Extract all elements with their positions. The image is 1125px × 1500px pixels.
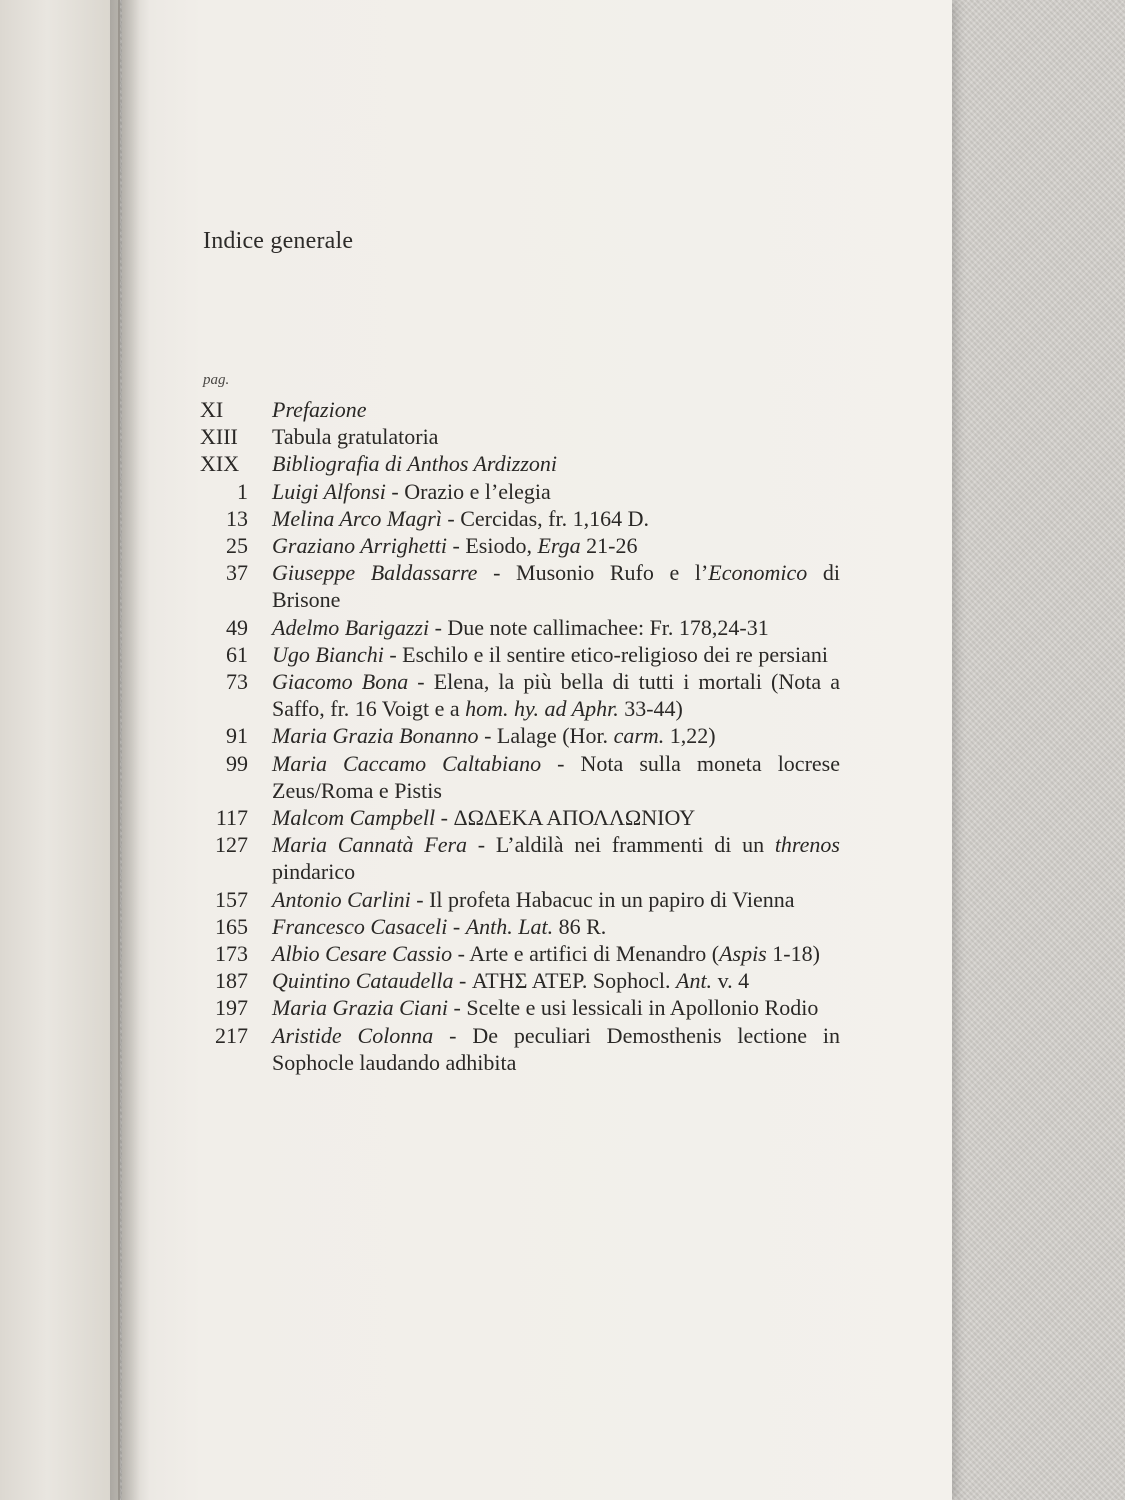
toc-title-italic: threnos xyxy=(774,832,840,858)
toc-entry-text xyxy=(272,967,840,994)
toc-title: ΔΩΔΕΚΑ ΑΠΟΛΛΩΝΙΟΥ xyxy=(453,805,696,831)
toc-separator: - xyxy=(453,968,472,994)
toc-title: Due note callimachee: Fr. 178,24-31 xyxy=(447,614,769,640)
toc-title-italic: Economico xyxy=(708,560,808,586)
toc-entry xyxy=(200,450,840,477)
toc-author: Albio Cesare Cassio xyxy=(272,941,453,967)
toc-entry xyxy=(200,940,840,967)
toc-author: Ugo Bianchi xyxy=(272,641,384,667)
toc-author: Aristide Colonna xyxy=(272,1022,434,1048)
toc-entry xyxy=(200,478,840,505)
toc-entry xyxy=(200,505,840,532)
toc-page-number: 25 xyxy=(226,533,248,559)
toc-entry xyxy=(200,423,840,450)
toc-title: Orazio e l’elegia xyxy=(404,478,551,504)
toc-page-number: 127 xyxy=(215,832,248,858)
toc-entry-text xyxy=(272,396,840,423)
toc-title-rest: 1,22) xyxy=(664,723,716,749)
toc-entry xyxy=(200,532,840,559)
toc-entry-text xyxy=(272,994,840,1021)
toc-title-italic: Aspis xyxy=(719,941,767,967)
toc-title-rest: 33-44) xyxy=(618,696,683,722)
toc-entry-text xyxy=(272,532,840,559)
toc-page-number: 73 xyxy=(226,669,248,695)
toc-title: Elena, la più bella di tutti i mortali (Nota a Saffo, fr. 16 Voigt e a xyxy=(272,669,841,722)
toc-separator: - xyxy=(441,505,461,531)
toc-title: Il profeta Habacuc in un papiro di Vienna xyxy=(429,886,795,912)
toc-title-rest: 21-26 xyxy=(580,533,638,559)
toc-page-number: XIII xyxy=(200,424,238,450)
toc-title: Tabula gratulatoria xyxy=(272,424,439,450)
toc-entry-text xyxy=(272,886,840,913)
toc-entry-text xyxy=(272,641,840,668)
page-title: Indice generale xyxy=(203,228,354,254)
toc-separator: - xyxy=(408,669,434,695)
toc-title: Arte e artifici di Menandro ( xyxy=(469,941,720,967)
toc-author: Malcom Campbell xyxy=(272,805,436,831)
toc-title-italic: Ant. xyxy=(676,968,713,994)
toc-title: Lalage (Hor. xyxy=(496,723,614,749)
toc-title: De peculiari Demosthenis lectione in Sophocle laudando adhibita xyxy=(272,1022,841,1075)
toc-entry-text xyxy=(272,750,840,804)
toc-separator: - xyxy=(448,995,467,1021)
toc-page-number: XIX xyxy=(200,451,240,477)
toc-title: Scelte e usi lessicali in Apollonio Rodio xyxy=(466,995,819,1021)
toc-author: Melina Arco Magrì xyxy=(272,505,442,531)
table-of-contents xyxy=(200,396,840,1076)
toc-page-number: 61 xyxy=(226,641,248,667)
gutter-shadow xyxy=(110,0,140,1500)
toc-page-number: 197 xyxy=(215,995,248,1021)
toc-entry-text xyxy=(272,614,840,641)
toc-title-italic: carm. xyxy=(613,723,665,749)
toc-entry xyxy=(200,396,840,423)
toc-page-number: 99 xyxy=(226,750,248,776)
toc-entry xyxy=(200,886,840,913)
toc-entry xyxy=(200,722,840,749)
toc-author: Maria Cannatà Fera xyxy=(272,832,468,858)
toc-author: Giacomo Bona xyxy=(272,669,409,695)
toc-entry-text xyxy=(272,831,840,885)
toc-separator: - xyxy=(447,533,466,559)
toc-entry-text xyxy=(272,423,840,450)
toc-author: Adelmo Barigazzi xyxy=(272,614,430,640)
toc-separator: - xyxy=(385,478,405,504)
toc-title-italic: Anth. Lat. xyxy=(465,913,554,939)
toc-separator: - xyxy=(452,941,470,967)
toc-author: Maria Grazia Ciani xyxy=(272,995,449,1021)
toc-page-number: 91 xyxy=(226,723,248,749)
toc-title-rest: 1-18) xyxy=(766,941,820,967)
toc-separator: - xyxy=(429,614,448,640)
toc-entry xyxy=(200,994,840,1021)
toc-author: Francesco Casaceli xyxy=(272,913,448,939)
toc-title-rest: 86 R. xyxy=(553,913,607,939)
toc-separator: - xyxy=(433,1022,473,1048)
toc-entry-text xyxy=(272,505,840,532)
toc-page-number: 165 xyxy=(215,913,248,939)
toc-entry-text xyxy=(272,804,840,831)
toc-title: L’aldilà nei frammenti di un xyxy=(495,832,775,858)
toc-page-number: XI xyxy=(200,397,224,422)
toc-title-italic: Erga xyxy=(537,533,581,559)
toc-page-number: 187 xyxy=(215,968,248,994)
toc-page-number: 117 xyxy=(215,805,248,831)
toc-entry-text xyxy=(272,1022,840,1076)
toc-separator: - xyxy=(435,805,454,831)
toc-title: Esiodo, xyxy=(465,533,538,559)
toc-title-rest: pindarico xyxy=(272,859,356,885)
toc-entry xyxy=(200,641,840,668)
toc-title: Cercidas, fr. 1,164 D. xyxy=(460,505,649,531)
toc-entry-text xyxy=(272,478,840,505)
toc-author: Antonio Carlini xyxy=(272,886,411,912)
toc-entry xyxy=(200,913,840,940)
toc-entry-text xyxy=(272,722,840,749)
toc-title: Prefazione xyxy=(272,397,367,422)
toc-page-number: 13 xyxy=(226,505,248,531)
pag-column-label: pag. xyxy=(203,372,230,388)
toc-title: Bibliografia di Anthos Ardizzoni xyxy=(272,451,558,477)
toc-title: Eschilo e il sentire etico-religioso dei re persiani xyxy=(402,641,828,667)
toc-entry xyxy=(200,967,840,994)
toc-page-number: 157 xyxy=(215,886,248,912)
toc-entry-text xyxy=(272,559,840,613)
toc-page-number: 1 xyxy=(237,478,248,504)
toc-entry xyxy=(200,614,840,641)
toc-title: ΑΤΗΣ ΑΤΕΡ. Sophocl. xyxy=(471,968,676,994)
toc-author: Quintino Cataudella xyxy=(272,968,454,994)
toc-separator: - xyxy=(467,832,496,858)
toc-entry xyxy=(200,668,840,722)
toc-author: Giuseppe Baldassarre xyxy=(272,560,478,586)
toc-page-number: 173 xyxy=(215,941,248,967)
toc-entry xyxy=(200,559,840,613)
toc-author: Maria Grazia Bonanno xyxy=(272,723,479,749)
toc-author: Luigi Alfonsi xyxy=(272,478,386,504)
toc-title-rest: di Brisone xyxy=(272,560,840,613)
toc-entry xyxy=(200,750,840,804)
toc-page-number: 37 xyxy=(226,560,248,586)
toc-entry xyxy=(200,1022,840,1076)
toc-author: Graziano Arrighetti xyxy=(272,533,448,559)
toc-entry-text xyxy=(272,668,840,722)
toc-author: Maria Caccamo Caltabiano xyxy=(272,750,542,776)
toc-title-rest: v. 4 xyxy=(712,968,750,994)
toc-separator: - xyxy=(447,913,466,939)
toc-page-number: 217 xyxy=(215,1022,248,1048)
toc-separator: - xyxy=(477,560,517,586)
toc-entry-text xyxy=(272,913,840,940)
toc-separator: - xyxy=(541,750,581,776)
toc-title: Musonio Rufo e l’ xyxy=(516,560,709,586)
toc-separator: - xyxy=(478,723,497,749)
toc-separator: - xyxy=(383,641,403,667)
left-page-edge xyxy=(0,0,120,1500)
toc-separator: - xyxy=(410,886,430,912)
toc-page-number: 49 xyxy=(226,614,248,640)
toc-entry-text xyxy=(272,450,840,477)
toc-title-italic: hom. hy. ad Aphr. xyxy=(465,696,619,722)
toc-title: Nota sulla moneta locrese Zeus/Roma e Pistis xyxy=(272,750,840,803)
toc-entry-text xyxy=(272,940,840,967)
toc-entry xyxy=(200,804,840,831)
toc-entry xyxy=(200,831,840,885)
